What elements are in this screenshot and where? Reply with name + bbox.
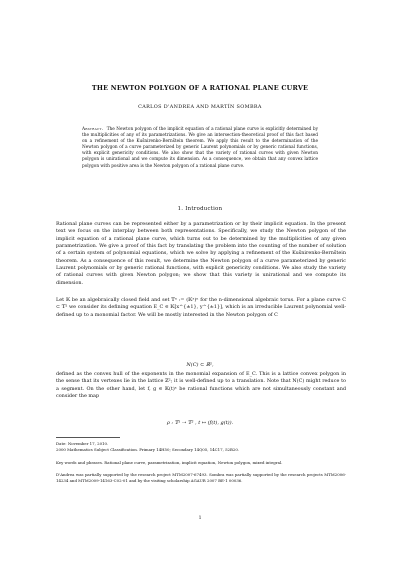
footnote-keywords: Key words and phrases. Rational plane curve, parametrization, implicit equation, Newton polygon, mixed integral. xyxy=(56,460,283,465)
footnote-msc: 2000 Mathematics Subject Classification. Primary 14H50; Secondary 14Q05, 14C17, 52B20. xyxy=(56,446,240,452)
equation-newton-polygon: N(C) ⊂ ℝ², xyxy=(186,362,214,368)
footnote-metadata xyxy=(56,441,346,452)
paper-title: THE NEWTON POLYGON OF A RATIONAL PLANE CURVE xyxy=(91,84,309,92)
footnote-support: D'Andrea was partially supported by the research project MTM2007-67493. Sombra was partially supported by the research projects MTM2006-14234 and MTM2009-14163-C02-01 and by the visiting scholarship AGAUR 2007 BE-1 00036. xyxy=(56,472,346,483)
footnote-rule xyxy=(56,437,120,438)
intro-paragraph-1: Rational plane curves can be represented either by a parametrization or by their implicit equation. In the present text we focus on the interplay between both representations. Specifically, we study the Newton polygon of the implicit equation of a rational plane curve, which turns out to be determined by the multiplicities of any given parametrization. We give a proof of this fact by translating the problem into the counting of the number of solution of a certain system of polynomial equations, which we solve by applying a refinement of the Kušnirenko-Bernštein theorem. As a consequence of this result, we determine the Newton polygon of a curve parameterized by generic Laurent polynomials or by generic rational functions, with explicit genericity conditions. We also study the variety of rational curves with given Newton polygon; we show that this variety is unirational and we compute its dimension. xyxy=(56,221,346,286)
abstract-text: The Newton polygon of the implicit equation of a rational plane curve is explicitly determined by the multiplicities of any of its parametrizations. We give an intersection-theoretical proof of this fact based on a refinement of the Kušnirenko-Bernštein theorem. We apply this result to the determination of the Newton polygon of a curve parameterized by generic Laurent polynomials or by generic rational functions, with explicit genericity conditions. We also show that the variety of rational curves with given Newton polygon is unirational and we compute its dimension. As a consequence, we obtain that any convex lattice polygon with positive area is the Newton polygon of a rational plane curve. xyxy=(82,127,319,169)
paper-authors: CARLOS D'ANDREA AND MARTÍN SOMBRA xyxy=(138,104,262,110)
page-number: 1 xyxy=(198,516,202,521)
equation-parametrization: ρ : 𝕋¹ ⇢ 𝕋² , t ↦ (f(t), g(t)). xyxy=(166,420,234,426)
abstract-label: Abstract. xyxy=(82,127,104,132)
intro-paragraph-3: defined as the convex hull of the exponents in the monomial expansion of E_C. This is a lattice convex polygon in the sense that its vertexes lie in the lattice ℤ²; it is well-defined up to a translation. Note that N(C) might reduce to a segment. On the other hand, let f, g ∈ 𝕂(t)ˣ be rational functions which are not simultaneously constant and consider the map xyxy=(56,371,346,400)
footnote-date: Date: November 17, 2010. xyxy=(56,441,109,446)
abstract xyxy=(82,127,318,170)
intro-paragraph-2: Let 𝕂 be an algebraically closed field and set 𝕋ⁿ := (𝕂ˣ)ⁿ for the n-dimensional algebraic torus. For a plane curve C ⊂ 𝕋² we consider its defining equation E_C ∈ 𝕂[x^{±1}, y^{±1}], which is an irreducible Laurent polynomial well-defined up to a monomial factor. We will be mostly interested in the Newton polygon of C xyxy=(56,297,346,318)
section-heading: 1. Introduction xyxy=(177,206,223,212)
